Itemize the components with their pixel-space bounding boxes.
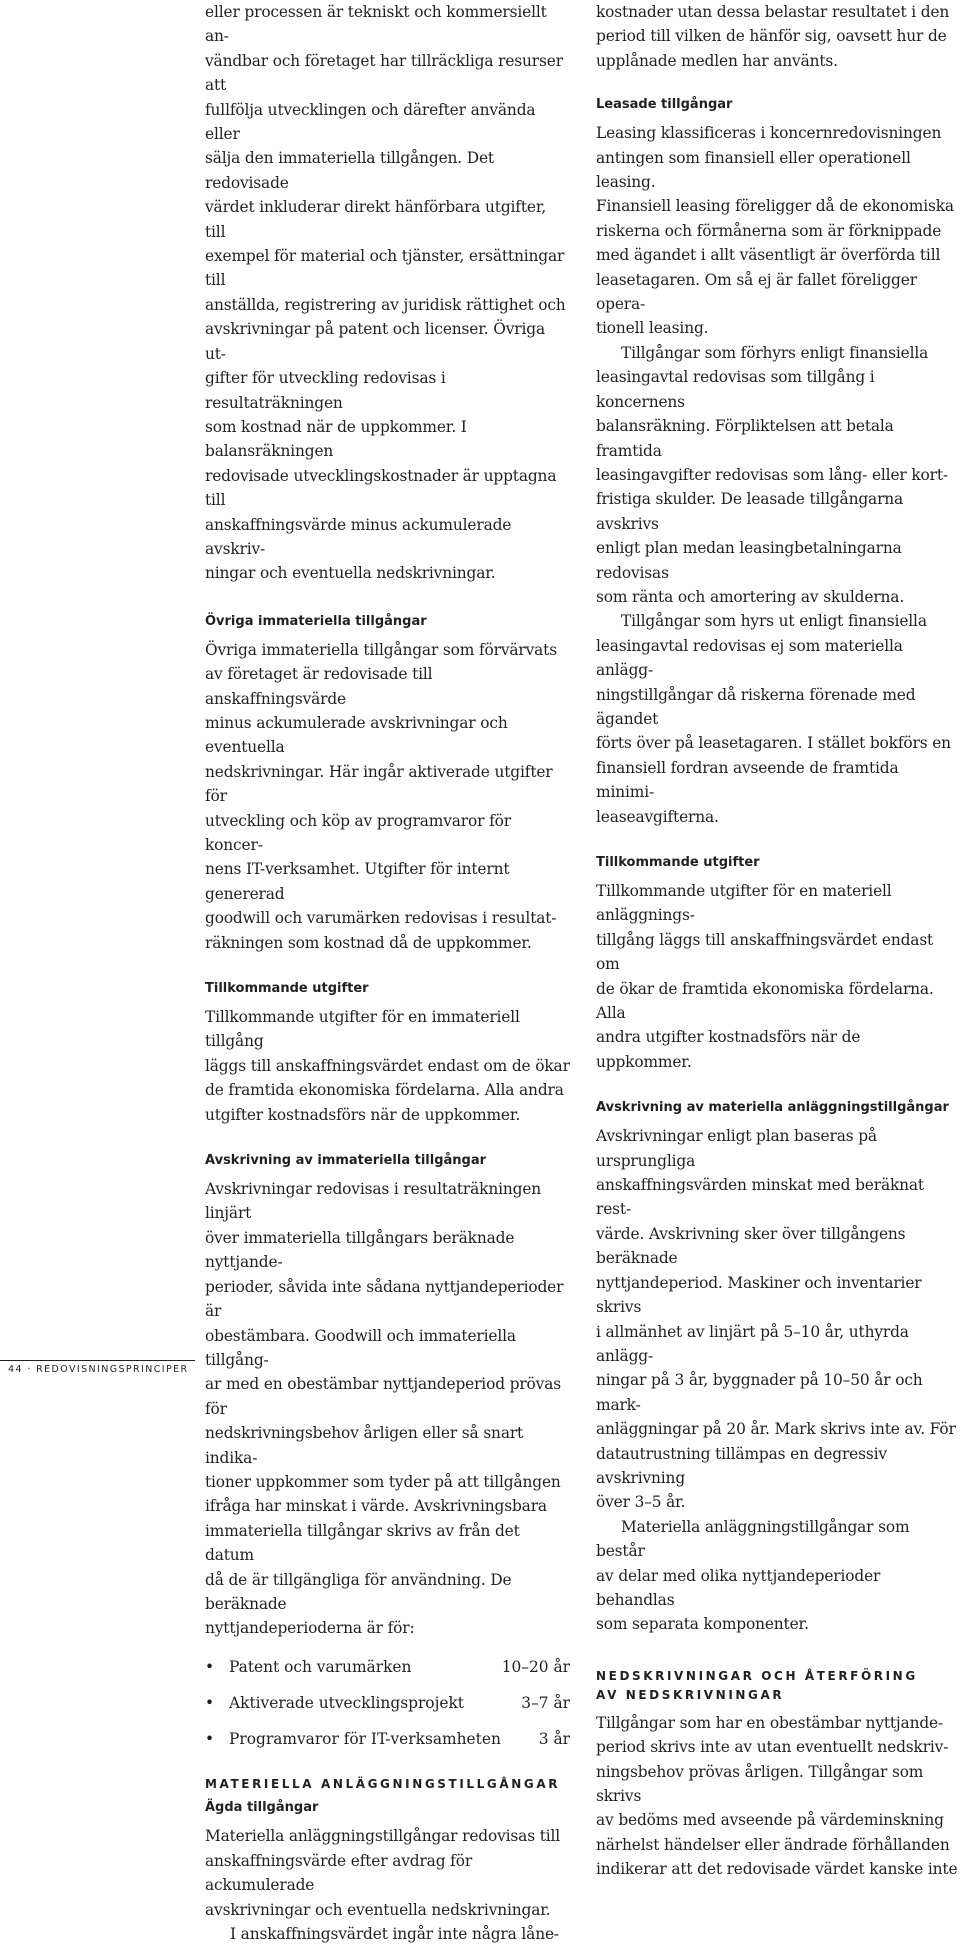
heading-additional-expenses-tangible: Tillkommande utgifter bbox=[596, 855, 760, 870]
paragraph-depreciation-tangible: Avskrivningar enligt plan baseras på ursprungliga anskaffningsvärden minskat med beräknat rest- värde. Avskrivning sker över tillgångens beräknade nyttjandeperiod. Maskiner och inventarier skrivs i allmänhet av linjärt på 5–10 år, uthyrda anlägg- ningar på 3 år, byggnader på 10–50 år och mark- anläggningar på 20 år. Mark skrivs inte av. För datautrustning tillämpas en degressiv avskrivning över 3–5 år. bbox=[596, 1127, 956, 1512]
bullet-icon: • bbox=[205, 1730, 215, 1749]
section-heading-tangible-assets: MATERIELLA ANLÄGGNINGSTILLGÅNGAR bbox=[205, 1777, 561, 1792]
footer-rule bbox=[0, 1360, 195, 1361]
list-item-value: 3–7 år bbox=[521, 1693, 570, 1712]
heading-leased-assets: Leasade tillgångar bbox=[596, 97, 733, 113]
heading-depreciation-tangible: Avskrivning av materiella anläggningstillgångar bbox=[596, 1100, 949, 1116]
left-column bbox=[205, 0, 570, 1946]
right-column bbox=[596, 0, 960, 1882]
paragraph-owned-assets: Materiella anläggningstillgångar redovisas till anskaffningsvärde efter avdrag för ackumulerade avskrivningar och eventuella nedskrivningar. bbox=[205, 1827, 561, 1919]
list-item bbox=[205, 1691, 570, 1727]
paragraph-impairment: Tillgångar som har en obestämbar nyttjande- period skrivs inte av utan eventuellt nedskriv- ningsbehov prövas årligen. Tillgångar som skrivs av bedöms med avseende på värdeminskning närhelst händelser eller ändrade förhållanden indikerar att det redovisade värdet kanske inte bbox=[596, 1713, 958, 1879]
footer-section-name: REDOVISNINGSPRINCIPER bbox=[36, 1364, 189, 1375]
footer-separator: · bbox=[27, 1364, 32, 1375]
heading-owned-assets: Ägda tillgångar bbox=[205, 1800, 319, 1816]
paragraph-financial-leasing: Tillgångar som förhyrs enligt finansiella leasingavtal redovisas som tillgång i koncernens balansräkning. Förpliktelsen att betala framtida leasingavgifter redovisas som lång- eller kort- fristiga skulder. De leasade tillgångarna avskrivs enligt plan medan leasingbetalningarna redovisas som ränta och amortering av skulderna. bbox=[596, 343, 948, 606]
paragraph-components: Materiella anläggningstillgångar som består av delar med olika nyttjandeperioder behandlas som separata komponenter. bbox=[596, 1517, 910, 1634]
bullet-icon: • bbox=[205, 1657, 215, 1676]
paragraph-other-intangibles: Övriga immateriella tillgångar som förvärvats av företaget är redovisade till anskaffningsvärde minus ackumulerade avskrivningar och eventuella nedskrivningar. Här ingår aktiverade utgifter för utveckling och köp av programvaror för koncer- nens IT-verksamhet. Utgifter för internt genererad goodwill och varumärken redovisas i resultat- räkningen som kostnad då de uppkommer. bbox=[205, 640, 557, 952]
list-item-label: Patent och varumärken bbox=[229, 1657, 412, 1676]
paragraph-borrowing-costs-cont: kostnader utan dessa belastar resultatet i den period till vilken de hänför sig, oavsett hur de upplånade medlen har använts. bbox=[596, 3, 950, 70]
page-footer bbox=[8, 1364, 189, 1376]
list-item-label: Programvaror för IT-verksamheten bbox=[229, 1730, 501, 1749]
paragraph-additional-expenses: Tillkommande utgifter för en immateriell tillgång läggs till anskaffningsvärdet endast om de ökar de framtida ekonomiska fördelarna. Alla andra utgifter kostnadsförs när de uppkommer. bbox=[205, 1008, 570, 1124]
page-number: 44 bbox=[8, 1364, 23, 1375]
useful-life-list bbox=[205, 1655, 570, 1764]
list-item bbox=[205, 1655, 570, 1691]
paragraph-leased-out-assets: Tillgångar som hyrs ut enligt finansiella leasingavtal redovisas ej som materiella anlägg- ningstillgångar då riskerna förenade med ägandet förts över på leasetagaren. I stället bokförs en finansiell fordran avseende de framtida minimi- leaseavgifterna. bbox=[596, 612, 951, 826]
paragraph-development: eller processen är tekniskt och kommersiellt an- vändbar och företaget har tillräckliga resurser att fullfölja utvecklingen och därefter använda eller sälja den immateriella tillgången. Det redovisade värdet inkluderar direkt hänförbara utgifter, till exempel för material och tjänster, ersättningar till anställda, registrering av juridisk rättighet och avskrivningar på patent och licenser. Övriga ut- gifter för utveckling redovisas i resultaträkningen som kostnad när de uppkommer. I balansräkningen redovisade utvecklingskostnader är upptagna till anskaffningsvärde minus ackumulerade avskriv- ningar och eventuella nedskrivningar. bbox=[205, 3, 566, 583]
paragraph-amortization-intangibles: Avskrivningar redovisas i resultaträkningen linjärt över immateriella tillgångars beräknade nyttjande- perioder, såvida inte sådana nyttjandeperioder är obestämbara. Goodwill och immateriella tillgång- ar med en obestämbar nyttjandeperiod prövas för nedskrivningsbehov årligen eller så snart indika- tioner uppkommer som tyder på att tillgången ifråga har minskat i värde. Avskrivningsbara immateriella tillgångar skrivs av från det datum då de är tillgängliga för användning. De beräknade nyttjandeperioderna är för: bbox=[205, 1180, 564, 1638]
paragraph-leasing-classification: Leasing klassificeras i koncernredovisningen antingen som finansiell eller operationell leasing. Finansiell leasing föreligger då de ekonomiska riskerna och förmånerna som är förknippade med ägandet i allt väsentligt är överförda till leasetagaren. Om så ej är fallet föreligger opera- tionell leasing. bbox=[596, 124, 954, 338]
heading-amortization-intangibles: Avskrivning av immateriella tillgångar bbox=[205, 1153, 487, 1169]
heading-additional-expenses: Tillkommande utgifter bbox=[205, 981, 369, 997]
section-heading-impairment: NEDSKRIVNINGAR OCH ÅTERFÖRING AV NEDSKRIVNINGAR bbox=[596, 1668, 918, 1702]
list-item-value: 10–20 år bbox=[501, 1657, 570, 1676]
paragraph-borrowing-costs: I anskaffningsvärdet ingår inte några låne- bbox=[230, 1924, 559, 1943]
paragraph-additional-expenses-tangible: Tillkommande utgifter för en materiell anläggnings- tillgång läggs till anskaffningsvärdet endast om de ökar de framtida ekonomiska fördelarna. Alla andra utgifter kostnadsförs när de uppkommer. bbox=[596, 882, 934, 1071]
list-item-value: 3 år bbox=[538, 1730, 570, 1749]
list-item bbox=[205, 1727, 570, 1763]
bullet-icon: • bbox=[205, 1693, 215, 1712]
list-item-label: Aktiverade utvecklingsprojekt bbox=[229, 1693, 464, 1712]
heading-other-intangibles: Övriga immateriella tillgångar bbox=[205, 613, 427, 629]
